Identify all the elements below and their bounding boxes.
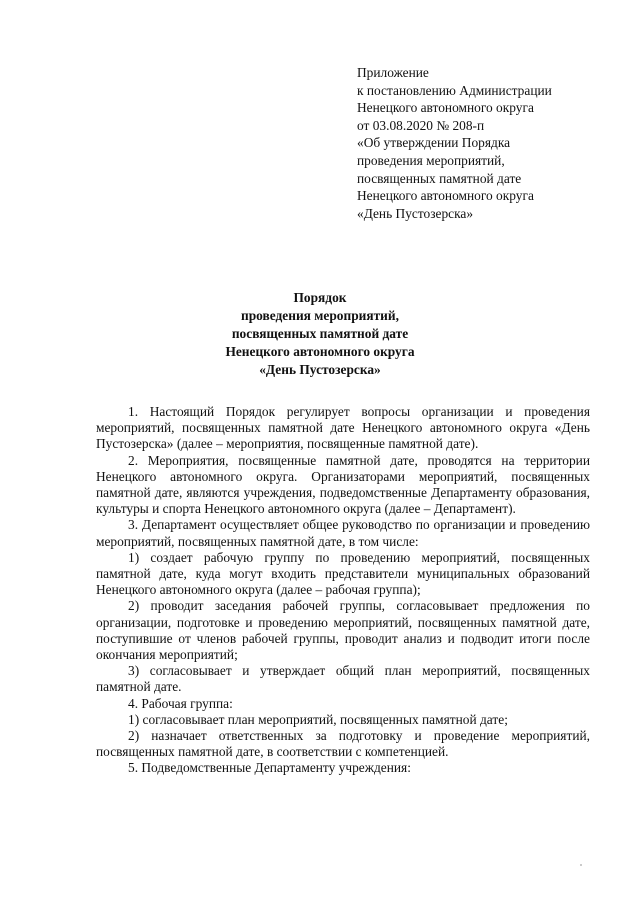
title-line: Ненецкого автономного округа bbox=[225, 344, 415, 359]
paragraph-3: 3. Департамент осуществляет общее руководство по организации и проведению мероприятий, посвященных памятной дате, в том числе: bbox=[96, 517, 590, 549]
paragraph-3-item-2: 2) проводит заседания рабочей группы, согласовывает предложения по организации, подготовке и проведению мероприятий, посвященных памятной дате, поступившие от членов рабочей группы, проводит анализ и подводит итоги после окончания мероприятий; bbox=[96, 598, 590, 663]
paragraph-3-item-1: 1) создает рабочую группу по проведению мероприятий, посвященных памятной дате, куда могут входить представители муниципальных образований Ненецкого автономного округа (далее – рабочая группа); bbox=[96, 549, 590, 598]
document-title bbox=[0, 289, 640, 379]
document-body bbox=[96, 404, 590, 777]
paragraph-4-item-2: 2) назначает ответственных за подготовку и проведение мероприятий, посвященных памятной дате, в соответствии с компетенцией. bbox=[96, 728, 590, 760]
title-line: посвященных памятной дате bbox=[231, 326, 409, 341]
appendix-header bbox=[357, 64, 627, 222]
appendix-line: «День Пустозерска» bbox=[357, 205, 474, 221]
appendix-line: к постановлению Администрации bbox=[357, 82, 552, 98]
paragraph-1: 1. Настоящий Порядок регулирует вопросы организации и проведения мероприятий, посвященных памятной дате Ненецкого автономного округа «День Пустозерска» (далее – мероприятия, посвященные памятной дате). bbox=[96, 404, 590, 452]
title-line: «День Пустозерска» bbox=[259, 362, 381, 377]
appendix-line: «Об утверждении Порядка bbox=[357, 135, 511, 151]
paragraph-4: 4. Рабочая группа: bbox=[128, 695, 233, 711]
scan-speck bbox=[580, 864, 582, 866]
title-line: проведения мероприятий, bbox=[241, 308, 399, 323]
appendix-line: посвященных памятной дате bbox=[357, 170, 522, 186]
appendix-line: Ненецкого автономного округа bbox=[357, 100, 534, 116]
paragraph-5: 5. Подведомственные Департаменту учреждения: bbox=[128, 760, 411, 776]
appendix-line: проведения мероприятий, bbox=[357, 152, 505, 168]
appendix-line: Приложение bbox=[357, 65, 429, 80]
appendix-line: от 03.08.2020 № 208-п bbox=[357, 117, 485, 133]
title-line: Порядок bbox=[293, 290, 347, 305]
paragraph-2: 2. Мероприятия, посвященные памятной дате, проводятся на территории Ненецкого автономного округа. Организаторами мероприятий, посвященных памятной дате, являются учреждения, подведомственные Департаменту образования, культуры и спорта Ненецкого автономного округа (далее – Департамент). bbox=[96, 452, 590, 517]
appendix-line: Ненецкого автономного округа bbox=[357, 188, 534, 204]
paragraph-3-item-3: 3) согласовывает и утверждает общий план мероприятий, посвященных памятной дате. bbox=[96, 663, 590, 695]
paragraph-4-item-1: 1) согласовывает план мероприятий, посвященных памятной дате; bbox=[128, 711, 508, 727]
